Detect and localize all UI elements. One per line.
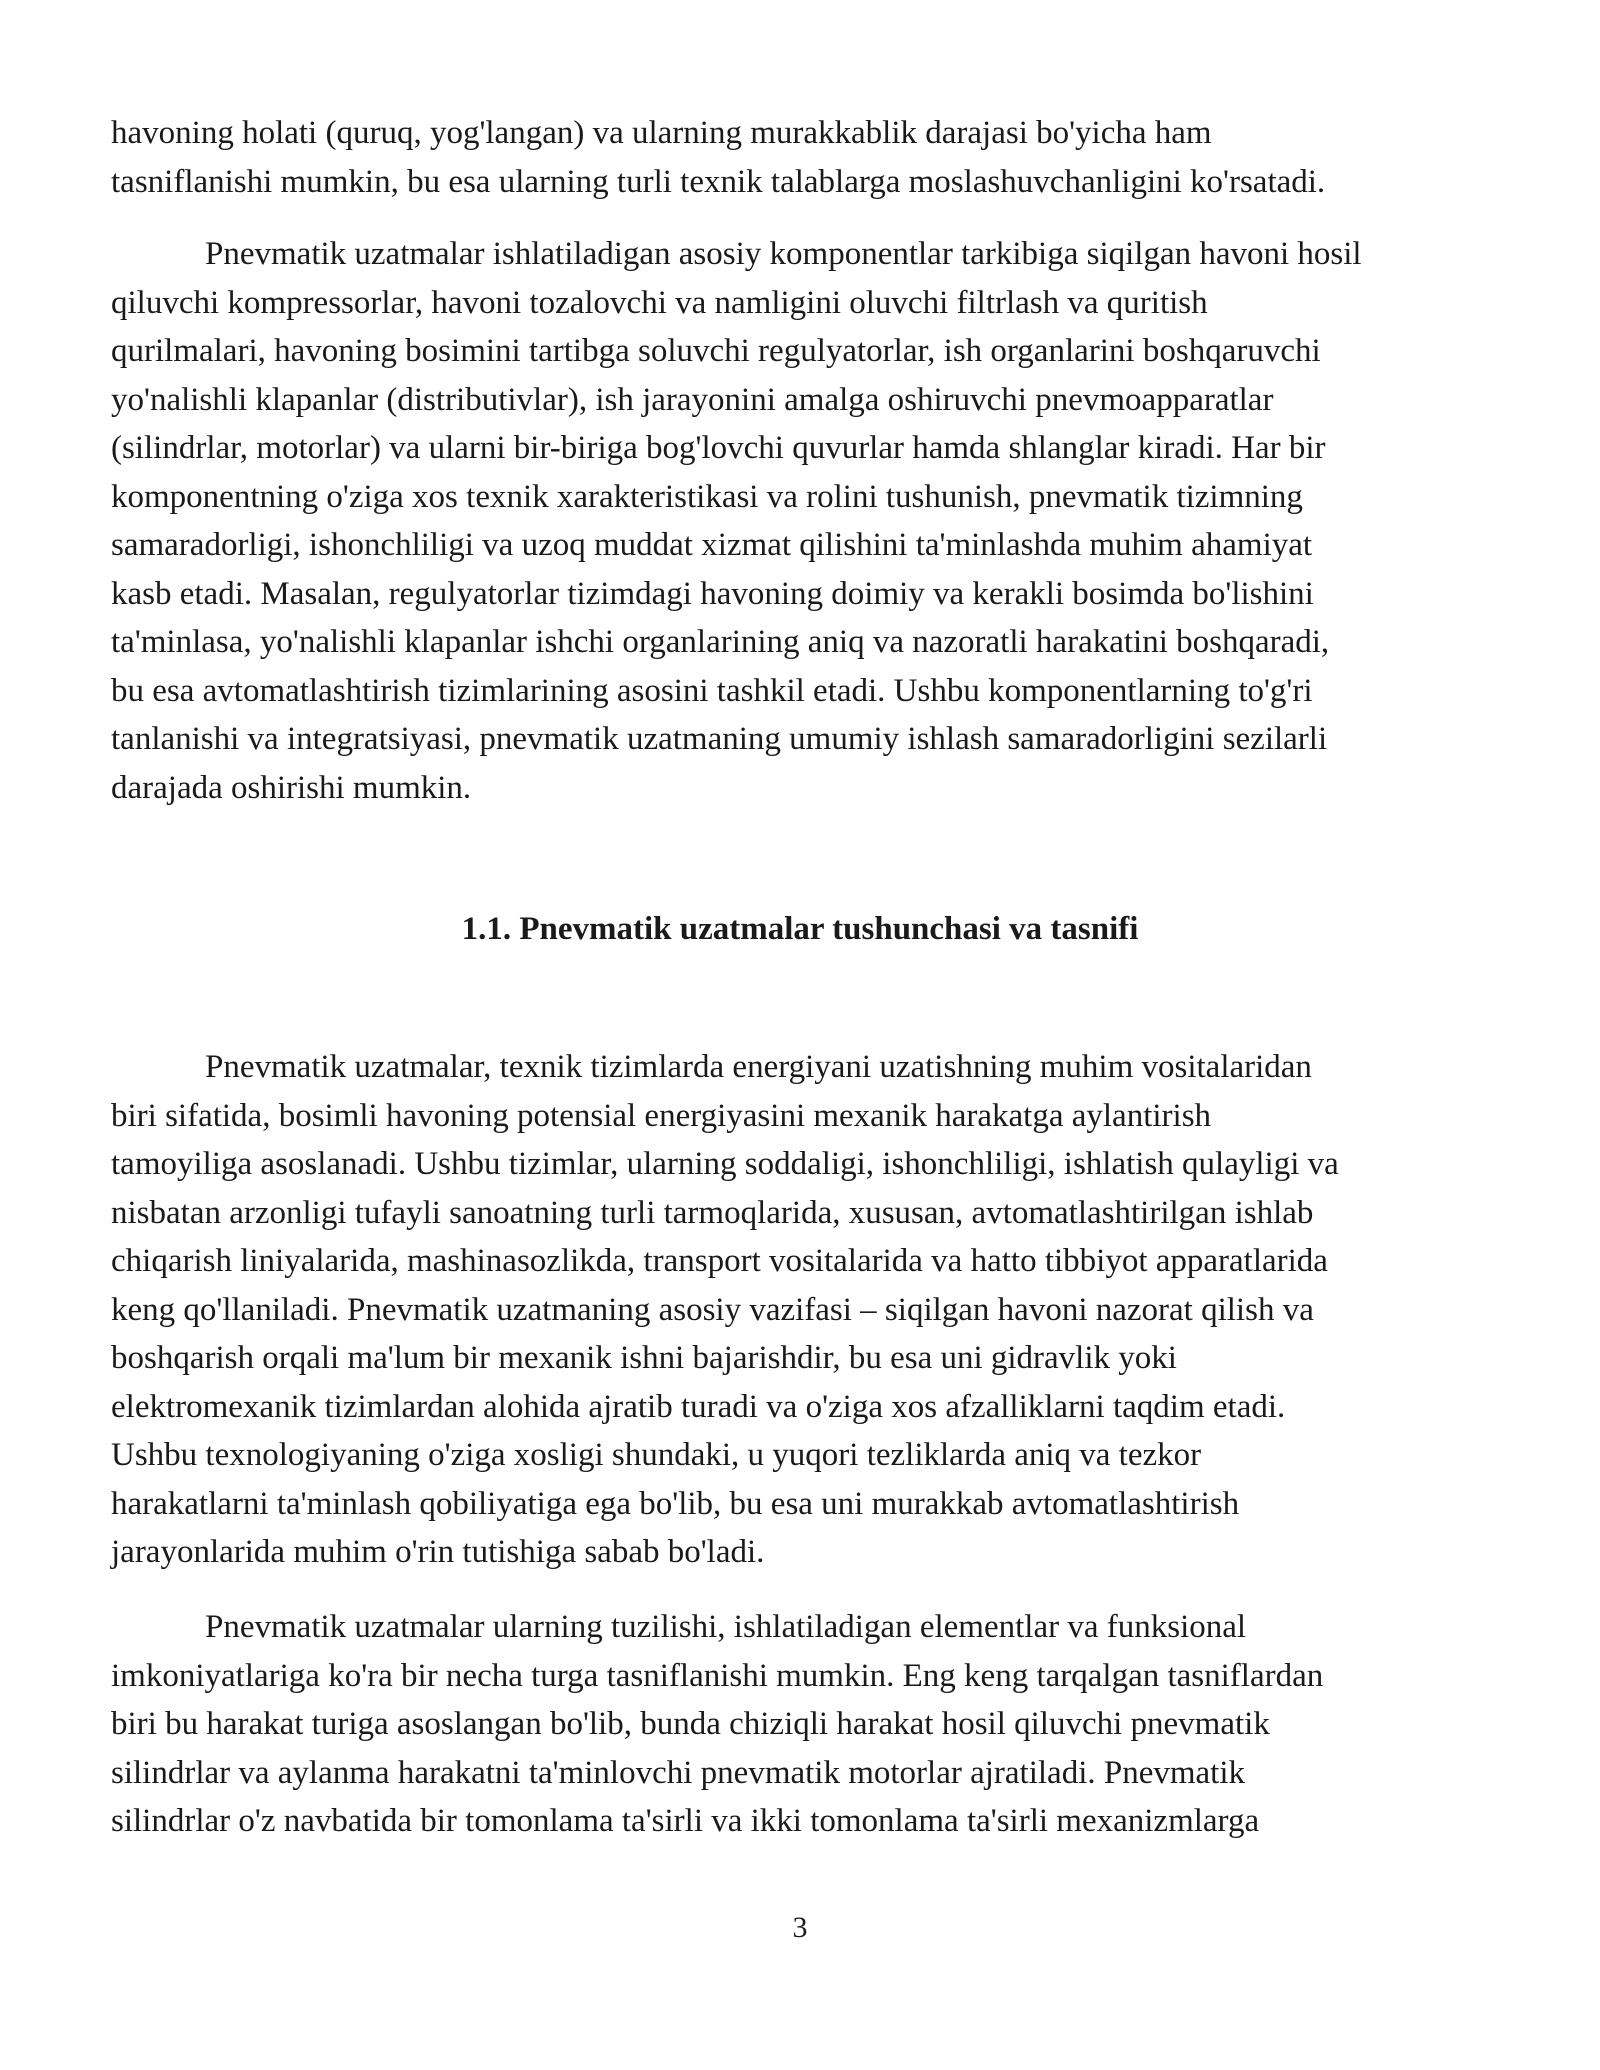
- text-line: komponentning o'ziga xos texnik xarakteristikasi va rolini tushunish, pnevmatik tizimning: [111, 478, 1303, 515]
- text-line: havoning holati (quruq, yog'langan) va ularning murakkablik darajasi bo'yicha ham: [111, 115, 1212, 151]
- paragraph-classification: [111, 1603, 1491, 1846]
- text-line: biri sifatida, bosimli havoning potensial energiyasini mexanik harakatga aylantirish: [111, 1097, 1212, 1134]
- text-line: ta'minlasa, yo'nalishli klapanlar ishchi organlarining aniq va nazoratli harakatini boshqaradi,: [111, 624, 1330, 660]
- text-line: silindrlar va aylanma harakatni ta'minlovchi pnevmatik motorlar ajratiladi. Pnevmatik: [111, 1754, 1246, 1791]
- page-number: 3: [792, 1911, 808, 1944]
- text-line: kasb etadi. Masalan, regulyatorlar tizimdagi havoning doimiy va kerakli bosimda bo'lishini: [111, 575, 1314, 612]
- text-line: qurilmalari, havoning bosimini tartibga soluvchi regulyatorlar, ish organlarini boshqaruvchi: [111, 333, 1321, 369]
- text-line: darajada oshirishi mumkin.: [111, 769, 472, 806]
- text-line: harakatlarni ta'minlash qobiliyatiga ega bo'lib, bu esa uni murakkab avtomatlashtirish: [111, 1485, 1240, 1522]
- text-line: tamoyiliga asoslanadi. Ushbu tizimlar, ularning soddaligi, ishonchliligi, ishlatish qulayligi va: [111, 1146, 1339, 1182]
- text-line: nisbatan arzonligi tufayli sanoatning turli tarmoqlarida, xususan, avtomatlashtirilgan ishlab: [111, 1194, 1314, 1231]
- paragraph-continuation: [111, 109, 1491, 206]
- text-line: yo'nalishli klapanlar (distributivlar), ish jarayonini amalga oshiruvchi pnevmoapparatlar: [111, 381, 1274, 418]
- text-line: bu esa avtomatlashtirish tizimlarining asosini tashkil etadi. Ushbu komponentlarning to'g'ri: [111, 672, 1313, 709]
- text-line: chiqarish liniyalarida, mashinasozlikda, transport vositalarida va hatto tibbiyot apparatlarida: [111, 1243, 1328, 1279]
- text-line: silindrlar o'z navbatida bir tomonlama ta'sirli va ikki tomonlama ta'sirli mexanizmlarga: [111, 1803, 1260, 1839]
- text-line: Ushbu texnologiyaning o'ziga xosligi shundaki, u yuqori tezliklarda aniq va tezkor: [111, 1437, 1202, 1473]
- paragraph-components: [111, 230, 1491, 812]
- text-line: boshqarish orqali ma'lum bir mexanik ishni bajarishdir, bu esa uni gidravlik yoki: [111, 1340, 1177, 1376]
- text-line: Pnevmatik uzatmalar ishlatiladigan asosiy komponentlar tarkibiga siqilgan havoni hosil: [205, 236, 1362, 272]
- text-line: tanlanishi va integratsiyasi, pnevmatik uzatmaning umumiy ishlash samaradorligini sezilarli: [111, 721, 1328, 757]
- text-line: (silindrlar, motorlar) va ularni bir-biriga bog'lovchi quvurlar hamda shlanglar kiradi. Har bir: [111, 430, 1326, 466]
- section-heading: 1.1. Pnevmatik uzatmalar tushunchasi va tasnifi: [461, 911, 1139, 947]
- text-line: elektromexanik tizimlardan alohida ajratib turadi va o'ziga xos afzalliklarni taqdim etadi.: [111, 1388, 1286, 1425]
- text-line: Pnevmatik uzatmalar, texnik tizimlarda energiyani uzatishning muhim vositalaridan: [205, 1049, 1312, 1085]
- text-line: qiluvchi kompressorlar, havoni tozalovchi va namligini oluvchi filtrlash va quritish: [111, 284, 1208, 321]
- text-line: Pnevmatik uzatmalar ularning tuzilishi, ishlatiladigan elementlar va funksional: [205, 1609, 1247, 1645]
- text-line: tasniflanishi mumkin, bu esa ularning turli texnik talablarga moslashuvchanligini ko'rsatadi.: [111, 163, 1326, 200]
- paragraph-definition: [111, 1043, 1491, 1577]
- text-line: imkoniyatlariga ko'ra bir necha turga tasniflanishi mumkin. Eng keng tarqalgan tasniflardan: [111, 1657, 1324, 1694]
- text-line: keng qo'llaniladi. Pnevmatik uzatmaning asosiy vazifasi – siqilgan havoni nazorat qilish va: [111, 1291, 1314, 1328]
- text-line: biri bu harakat turiga asoslangan bo'lib, bunda chiziqli harakat hosil qiluvchi pnevmatik: [111, 1706, 1270, 1742]
- text-line: jarayonlarida muhim o'rin tutishiga sabab bo'ladi.: [111, 1534, 765, 1570]
- text-line: samaradorligi, ishonchliligi va uzoq muddat xizmat qilishini ta'minlashda muhim ahamiyat: [111, 527, 1313, 563]
